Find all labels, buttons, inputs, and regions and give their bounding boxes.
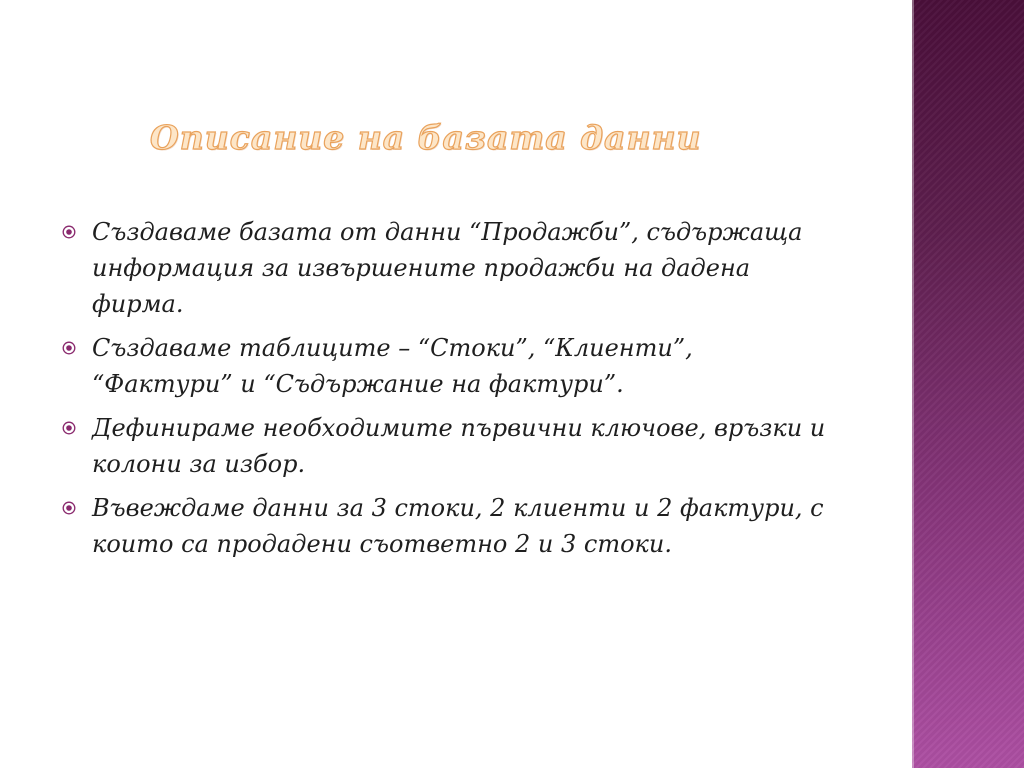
bullet-text: Въвеждаме данни за 3 стоки, 2 клиенти и 2 фактури, с които са продадени съответно 2 и 3 стоки. <box>92 494 824 558</box>
list-item <box>60 330 840 402</box>
circled-dot-icon <box>62 341 76 355</box>
decorative-side-band <box>912 0 1024 768</box>
bullet-text: Създаваме таблиците – “Стоки”, “Клиенти”, “Фактури” и “Съдържание на фактури”. <box>92 334 693 398</box>
circled-dot-icon <box>62 501 76 515</box>
list-item <box>60 490 840 562</box>
slide-title: Описание на базата данни <box>150 118 702 157</box>
bullet-text: Създаваме базата от данни “Продажби”, съдържаща информация за извършените продажби на дадена фирма. <box>92 218 803 318</box>
list-item <box>60 214 840 322</box>
bullet-list <box>60 214 840 570</box>
list-item <box>60 410 840 482</box>
circled-dot-icon <box>62 421 76 435</box>
bullet-text: Дефинираме необходимите първични ключове, връзки и колони за избор. <box>92 414 826 478</box>
band-edge-line <box>912 0 914 768</box>
band-texture <box>912 0 1024 768</box>
circled-dot-icon <box>62 225 76 239</box>
